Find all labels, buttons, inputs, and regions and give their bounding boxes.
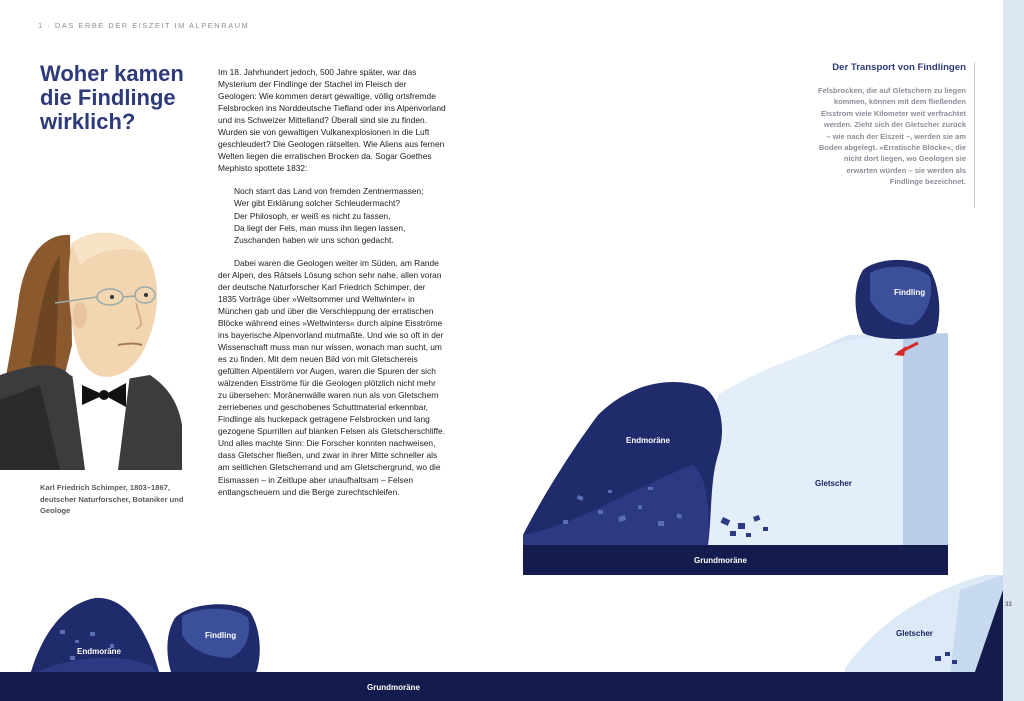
poem-line: Wer gibt Erklärung solcher Schleudermacht? xyxy=(234,198,401,209)
poem-line: Noch starrt das Land von fremden Zentnermassen; xyxy=(234,186,424,197)
label-endmoraene-top: Endmoräne xyxy=(626,436,671,445)
label-grundmoraene-top: Grundmoräne xyxy=(694,556,747,565)
sidebar-box xyxy=(818,62,975,208)
paragraph-2: Dabei waren die Geologen weiter im Süden, am Rande der Alpen, des Rätsels Lösung schon sehr nahe, allen voran der deutsche Naturforscher Karl Friedrich Schimper, der 1835 Vorträge über »Weltsommer und Weltwinter« in München gab und über die Verschleppung der erratischen Blöcke während eines »Weltwinters« durch alpine Eisströme ins bayerische Alpenvorland mutmaßte. Und wie so oft in der Wissenschaft muss man nur wissen, wonach man sucht, um es zu finden. Mit dem neuen Bild von mit Gletschereis gefüllten Alpentälern vor Augen, waren die Spuren der sich wälzenden Eisströme für die Geologen plötzlich nicht mehr zu übersehen: Moränenwälle waren nun als von Gletschern zerriebenes und geschobenes Schuttmaterial erkennbar, Findlinge als huckepack getragene Felsbrocken und lang gezogene Spurrillen auf blanken Felsen als Gletscherschliffe. Und alles machte Sinn: Die Forscher konnten nachweisen, dass Gletscher fließen, und zwar in ihrer Mitte schneller als am seitlichen Gletscherrand und am Gletschergrund, wo die Eismassen – in Zeitlupe aber unaufhaltsam – Felsen entlangscheuern und die Berge zurechtschleifen. xyxy=(218,257,446,497)
label-gletscher-bottom: Gletscher xyxy=(896,629,933,638)
label-findling-top: Findling xyxy=(894,288,926,297)
page-title: Woher kamen die Findlinge wirklich? xyxy=(40,61,184,134)
bottom-diagram xyxy=(0,560,1003,701)
label-grundmoraene-bottom: Grundmoräne xyxy=(367,683,420,692)
glacier-diagram xyxy=(518,255,948,580)
label-endmoraene-bottom: Endmoräne xyxy=(77,647,122,656)
label-gletscher-top: Gletscher xyxy=(815,479,852,488)
body-text xyxy=(218,66,446,498)
poem-line: Der Philosoph, er weiß es nicht zu fassen, xyxy=(234,210,391,221)
label-findling-bottom: Findling xyxy=(205,631,237,640)
portrait-illustration xyxy=(0,225,182,470)
portrait-caption: Karl Friedrich Schimper, 1803–1867, deutscher Naturforscher, Botaniker und Geologe xyxy=(40,483,184,515)
paragraph-1: Im 18. Jahrhundert jedoch, 500 Jahre später, war das Mysterium der Findlinge der Stachel im Fleisch der Geologen: Wie kommen derart gewaltige, völlig ortsfremde Felsbrocken ins Norddeutsche Tiefland oder ins Alpenvorland und ins Schweizer Mittelland? Überall sind sie zu finden. Wurden sie von gewaltigen Vulkanexplosionen in die Luft geschleudert? Die Geologen rätselten. Wie Aliens aus fernen Welten liegen die erratischen Brocken da. Sogar Goethes Mephisto spottete 1832: xyxy=(218,67,446,174)
poem-line: Zuschanden haben wir uns schon gedacht. xyxy=(234,234,394,245)
sidebar-title: Der Transport von Findlingen xyxy=(832,62,966,73)
page-number: 33 xyxy=(1005,602,1012,608)
sidebar-text: Felsbrocken, die auf Gletschern zu liegen kommen, können mit dem fließenden Eisstrom viele Kilometer weit verfrachtet werden. Zieht sich der Gletscher zurück – wie nach der Eiszeit –, werden sie am Boden abgelegt. »Erratische Blöcke«, die nicht dort liegen, wo Geologen sie erwarten würden – sie werden als Findlinge bezeichnet. xyxy=(818,86,966,187)
page-edge-ruler xyxy=(1003,0,1024,701)
poem-line: Da liegt der Fels, man muss ihn liegen lassen, xyxy=(234,222,406,233)
poem xyxy=(234,185,446,245)
section-label: 1 · DAS ERBE DER EISZEIT IM ALPENRAUM xyxy=(38,21,250,30)
